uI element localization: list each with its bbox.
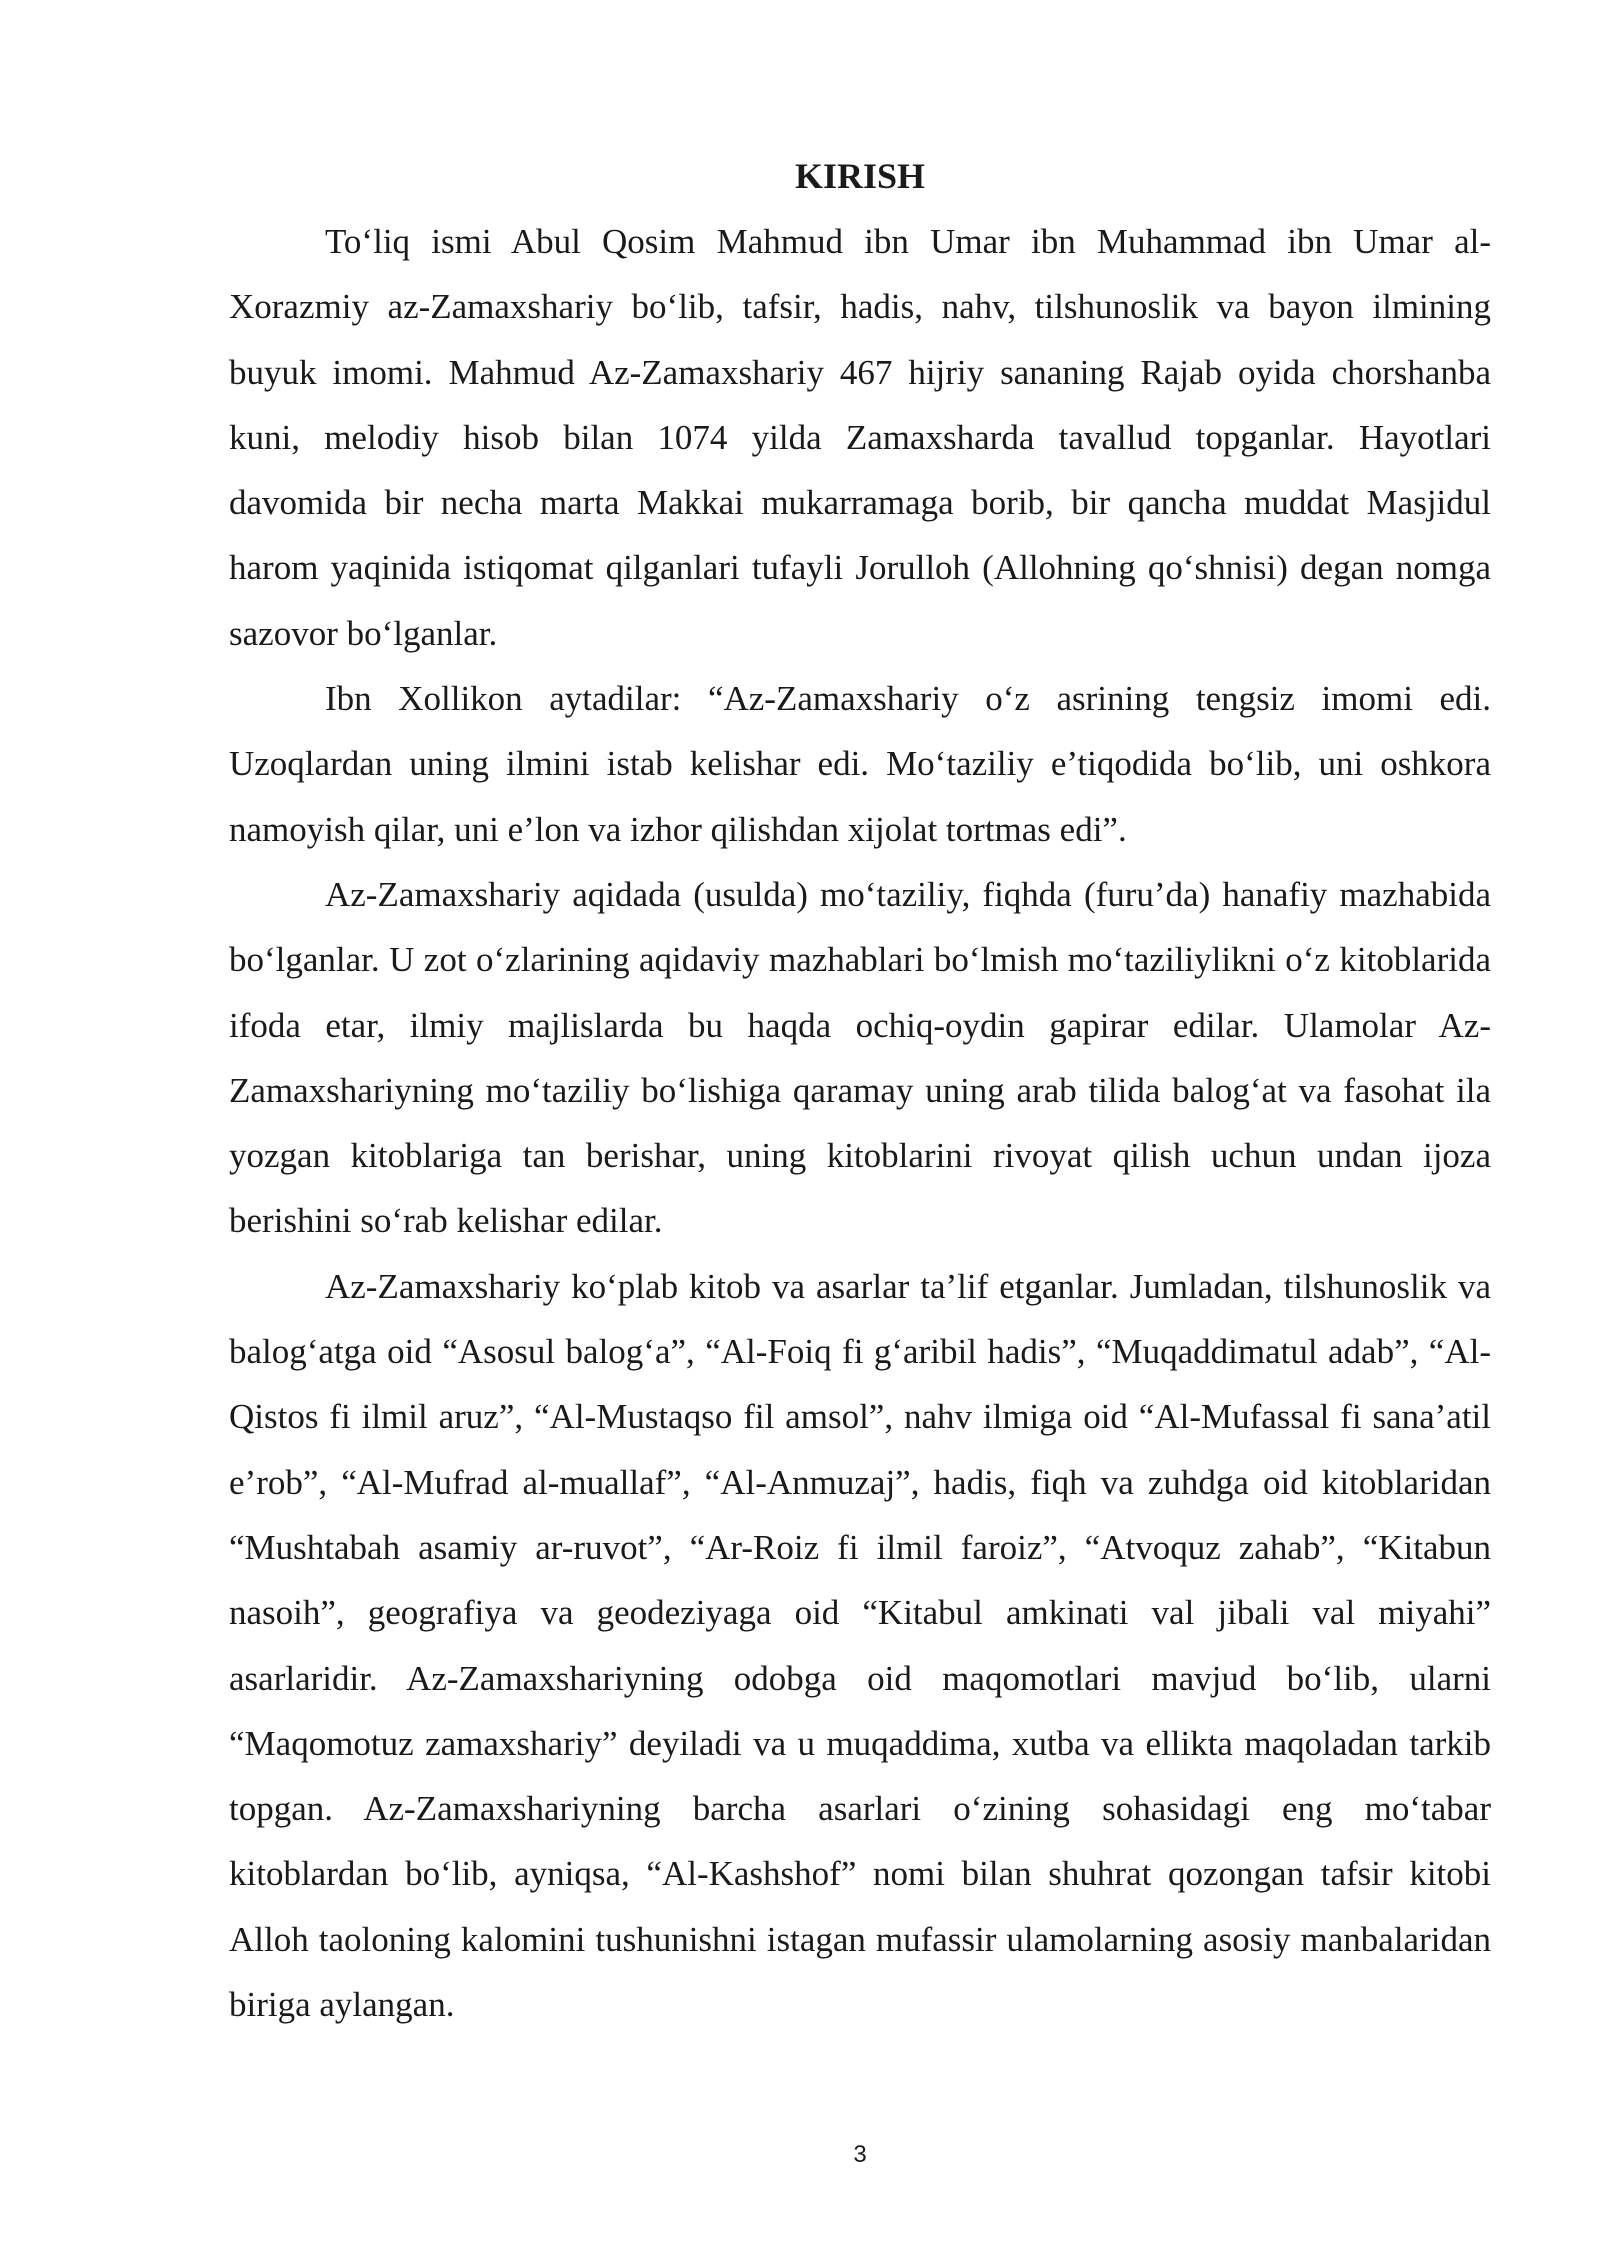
page-number: 3	[853, 2141, 867, 2168]
paragraph-2: Ibn Xollikon aytadilar: “Az-Zamaxshariy o‘z asrining tengsiz imomi edi. Uzoqlardan uning ilmini istab kelishar edi. Mo‘taziliy e’tiqodida bo‘lib, uni oshkora namoyish qilar, uni e’lon va izhor qilishdan xijolat tortmas edi”.	[229, 679, 1491, 849]
paragraph-1: To‘liq ismi Abul Qosim Mahmud ibn Umar ibn Muhammad ibn Umar al-Xorazmiy az-Zamaxshariy bo‘lib, tafsir, hadis, nahv, tilshunoslik va bayon ilmining buyuk imomi. Mahmud Az-Zamaxshariy 467 hijriy sananing Rajab oyida chorshanba kuni, melodiy hisob bilan 1074 yilda Zamaxsharda tavallud topganlar. Hayotlari davomida bir necha marta Makkai mukarramaga borib, bir qancha muddat Masjidul harom yaqinida istiqomat qilganlari tufayli Jorulloh (Allohning qo‘shnisi) degan nomga sazovor bo‘lganlar.	[229, 222, 1491, 653]
body-text	[229, 209, 1491, 2037]
paragraph-4: Az-Zamaxshariy ko‘plab kitob va asarlar ta’lif etganlar. Jumladan, tilshunoslik va balog‘atga oid “Asosul balog‘a”, “Al-Foiq fi g‘aribil hadis”, “Muqaddimatul adab”, “Al-Qistos fi ilmil aruz”, “Al-Mustaqso fil amsol”, nahv ilmiga oid “Al-Mufassal fi sana’atil e’rob”, “Al-Mufrad al-muallaf”, “Al-Anmuzaj”, hadis, fiqh va zuhdga oid kitoblaridan “Mushtabah asamiy ar-ruvot”, “Ar-Roiz fi ilmil faroiz”, “Atvoquz zahab”, “Kitabun nasoih”, geografiya va geodeziyaga oid “Kitabul amkinati val jibali val miyahi” asarlaridir. Az-Zamaxshariyning odobga oid maqomotlari mavjud bo‘lib, ularni “Maqomotuz zamaxshariy” deyiladi va u muqaddima, xutba va ellikta maqoladan tarkib topgan. Az-Zamaxshariyning barcha asarlari o‘zining sohasidagi eng mo‘tabar kitoblardan bo‘lib, ayniqsa, “Al-Kashshof” nomi bilan shuhrat qozongan tafsir kitobi Alloh taoloning kalomini tushunishni istagan mufassir ulamolarning asosiy manbalaridan biriga aylangan.	[229, 1266, 1491, 2025]
paragraph-3: Az-Zamaxshariy aqidada (usulda) mo‘taziliy, fiqhda (furu’da) hanafiy mazhabida bo‘lganlar. U zot o‘zlarining aqidaviy mazhablari bo‘lmish mo‘taziliylikni o‘z kitoblarida ifoda etar, ilmiy majlislarda bu haqda ochiq-oydin gapirar edilar. Ulamolar Az-Zamaxshariyning mo‘taziliy bo‘lishiga qaramay uning arab tilida balog‘at va fasohat ila yozgan kitoblariga tan berishar, uning kitoblarini rivoyat qilish uchun undan ijoza berishini so‘rab kelishar edilar.	[229, 874, 1491, 1241]
page-title: KIRISH	[794, 156, 926, 196]
